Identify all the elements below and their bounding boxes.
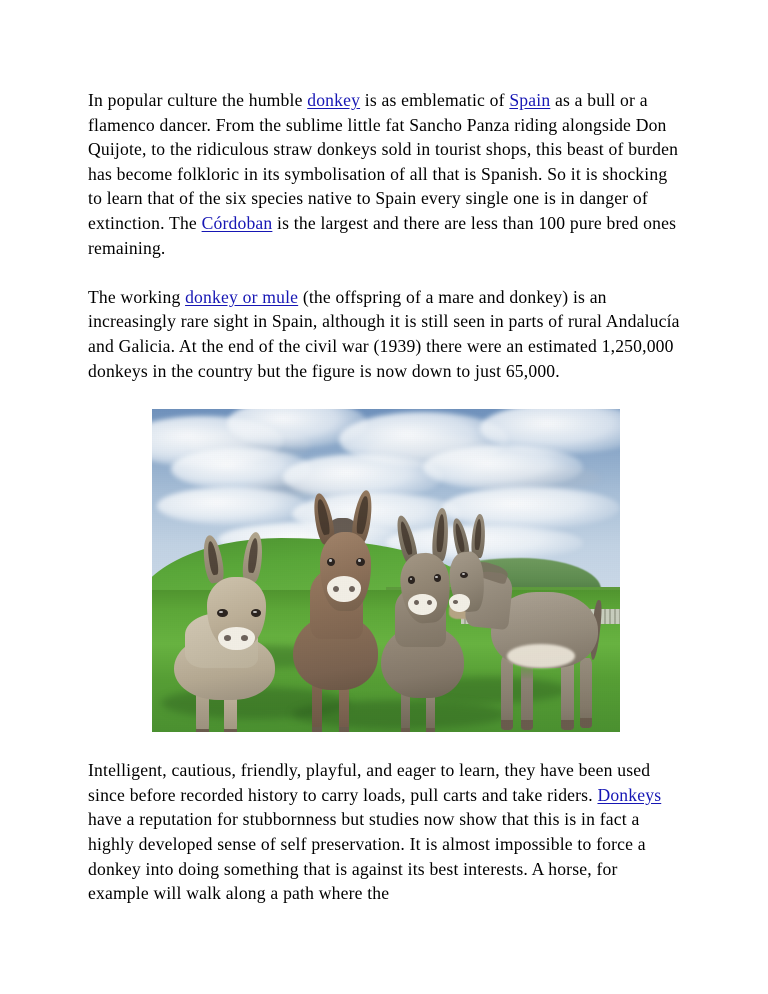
hoof [339,727,349,732]
donkeys-photograph [152,409,620,732]
ear-inner [315,498,330,535]
link-donkey-or-mule[interactable]: donkey or mule [185,286,299,307]
paragraph-1 [88,88,682,260]
ear-inner [355,496,369,534]
donkey-muzzle [327,576,361,602]
donkey-muzzle [408,594,437,615]
paragraph-2-text-1: The working [88,286,186,307]
paragraph-1-text-3: as a bull or a flamenco dancer. From the sublime little fat Sancho Panza riding alongside Don Quijote, to the ridiculous straw donkeys sold in tourist shops, this beast of burden has become folkloric in its symbolisation of all that is Spanish. So it is shocking to learn that of the six species native to Spain every single one is in danger of extinction. The [88,90,679,233]
donkeys-photo-container [152,409,620,732]
donkey-eye-right [356,558,365,566]
hoof [580,718,592,728]
paragraph-spacer-1 [88,260,682,285]
ear-inner [435,514,445,552]
link-spain[interactable]: Spain [509,90,551,110]
donkey-leg-right [339,683,349,732]
donkey-eye-right [434,574,441,581]
paragraph-3-text-2: have a reputation for stubbornness but studies now show that this is in fact a highly developed sense of self preservation. It is almost impossible to force a donkey into doing something that is against its best interests. A horse, for example will walk along a path where the [88,809,646,904]
donkey-nostril-left [224,635,231,640]
hoof [501,720,514,730]
document-body-lower [88,758,682,906]
hoof [521,720,533,730]
document-body [88,88,682,383]
donkey-grey-turned-head [377,519,489,732]
ear-inner [206,540,220,575]
donkey-leg-front-near [521,658,533,730]
donkey-belly [507,644,574,668]
link-donkeys[interactable]: Donkeys [597,784,662,805]
hoof [401,728,410,732]
ear-inner [398,520,413,555]
hoof [312,727,322,732]
link-cordoban[interactable]: Córdoban [201,212,273,233]
donkey-nostril-right [349,586,355,592]
donkey-nostril-left [333,586,339,592]
cloud-7 [423,445,582,490]
donkey-eye-left [408,576,415,583]
hoof [224,729,237,732]
donkey-nostril-right [241,635,248,640]
paragraph-3-text-1: Intelligent, cautious, friendly, playful, and eager to learn, they have been used since before recorded history to carry loads, pull carts and take riders. [88,760,651,805]
paragraph-1-text-4: is the largest and there are less than 100 pure bred ones remaining. [88,212,677,258]
donkey-leg-rear-near [580,658,592,728]
donkey-nostril-left [414,600,419,605]
paragraph-2 [88,285,682,383]
ear-inner [247,537,260,573]
paragraph-3 [88,758,682,906]
hoof [561,720,574,730]
donkey-leg-front-far [501,656,514,730]
hoof [426,728,435,732]
hoof [196,729,209,732]
paragraph-1-text-1: In popular culture the humble [88,90,308,110]
paragraph-2-text-2: (the offspring of a mare and donkey) is an increasingly rare sight in Spain, although it is still seen in parts of rural Andalucía and Galicia. At the end of the civil war (1939) there were an estimated 1,250,000 donkeys in the country but the figure is now down to just 65,000. [88,286,680,381]
paragraph-1-text-2: is as emblematic of [360,90,510,110]
link-donkey[interactable]: donkey [307,90,361,110]
